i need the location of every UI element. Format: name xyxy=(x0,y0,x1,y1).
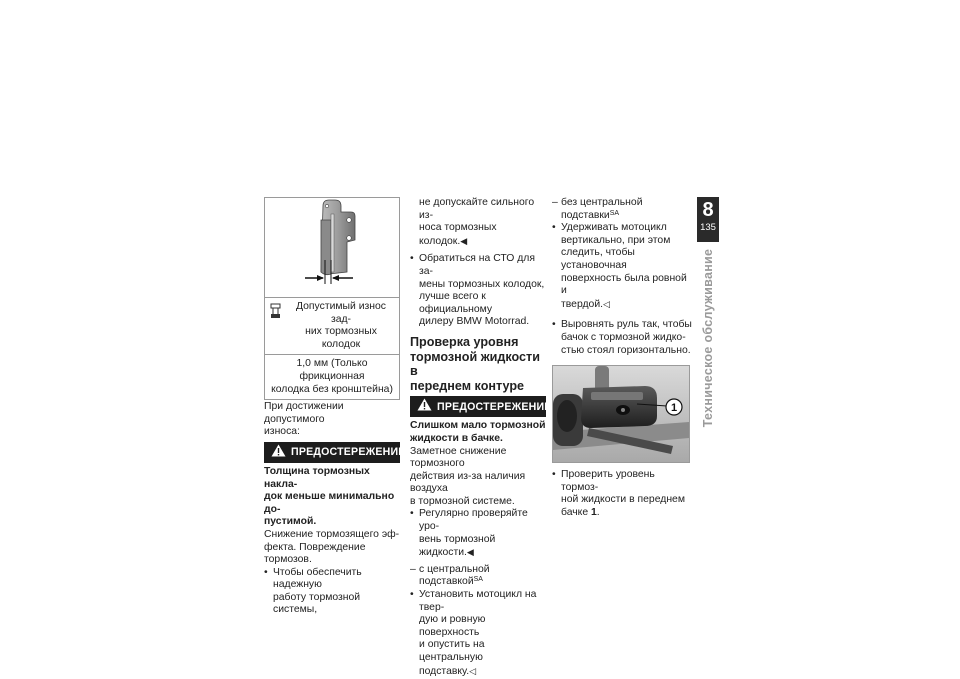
text-line: Удерживать мотоцикл xyxy=(561,222,667,234)
bullet-item xyxy=(410,589,546,678)
text-line: бачок с тормозной жидко- xyxy=(561,331,686,343)
spec-value-line: 1,0 мм (Только фрикционная xyxy=(296,358,368,382)
text-line: без центральной подставки xyxy=(561,197,643,221)
end-mark-outline-icon: ◁ xyxy=(469,665,477,676)
text-line: При достижении допустимого xyxy=(264,401,344,425)
text-line: твердой. xyxy=(561,298,604,310)
bullet-item xyxy=(410,508,546,559)
text-line: вень тормозной жидкости. xyxy=(419,533,496,559)
text-line: фекта. Повреждение тормозов. xyxy=(264,541,366,566)
heading-line: тормозной жидкости в xyxy=(410,349,540,379)
text-line: с центральной подставкой xyxy=(419,563,490,588)
bullet-mark: • xyxy=(410,508,414,520)
text-line: док меньше минимально до- xyxy=(264,491,395,515)
text-line: действия из-за наличия воздуха xyxy=(410,470,526,495)
wear-spec-table xyxy=(264,298,400,400)
warning-label: ПРЕДОСТЕРЕЖЕНИЕ xyxy=(437,400,552,413)
warning-banner xyxy=(410,396,552,417)
text-line: не допускайте сильного из- xyxy=(419,197,535,221)
spec-label-line: Допустимый износ зад- xyxy=(296,301,386,325)
warning-label: ПРЕДОСТЕРЕЖЕНИЕ xyxy=(291,446,406,459)
chapter-number: 8 xyxy=(702,199,714,221)
bullet-item xyxy=(410,253,546,329)
column-1 xyxy=(264,197,406,617)
text-line: поверхность была ровной и xyxy=(561,272,687,297)
dash-mark: – xyxy=(410,563,416,575)
brake-pad-wear-icon xyxy=(269,303,285,324)
spec-label-line: них тормозных колодок xyxy=(305,326,377,350)
end-mark-icon: ◀ xyxy=(466,547,474,558)
text-line: пустимой. xyxy=(264,516,317,528)
warning-icon xyxy=(417,398,432,416)
bullet-mark: • xyxy=(552,319,556,331)
warning-title xyxy=(264,466,400,529)
chapter-title-vertical xyxy=(694,248,722,428)
bullet-item xyxy=(264,567,400,617)
bullet-mark: • xyxy=(552,222,556,234)
text-line: лучше всего к официальному xyxy=(419,291,493,315)
warning-icon xyxy=(271,444,286,462)
section-heading xyxy=(410,335,546,393)
wear-paragraph xyxy=(264,401,400,439)
sa-badge: SA xyxy=(609,209,620,217)
text-line: носа тормозных колодок. xyxy=(419,222,497,247)
condition-line xyxy=(410,564,546,589)
text-line: Слишком мало тормозной xyxy=(410,420,546,432)
text-line: подставку. xyxy=(419,665,470,677)
bullet-item xyxy=(552,469,692,519)
text-line: Заметное снижение тормозного xyxy=(410,445,507,470)
column-3 xyxy=(552,197,692,520)
text-line: . xyxy=(596,506,600,518)
text-line: жидкости в бачке. xyxy=(410,432,503,444)
warning-text xyxy=(264,529,400,567)
text-line: дилеру BMW Motorrad. xyxy=(419,316,530,328)
reservoir-illustration xyxy=(553,366,689,462)
text-line: Установить мотоцикл на твер- xyxy=(419,589,537,613)
brake-pad-figure xyxy=(264,197,400,298)
spec-value-line: колодка без кронштейна) xyxy=(271,383,393,395)
text-line: Выровнять руль так, чтобы xyxy=(561,319,692,331)
chapter-title: Техническое обслуживание xyxy=(701,248,715,428)
end-mark-icon: ◀ xyxy=(460,235,468,246)
bullet-item xyxy=(552,319,692,357)
warning-banner xyxy=(264,442,406,463)
sa-badge: SA xyxy=(473,576,483,584)
text-line: Снижение тормозящего эф- xyxy=(264,528,400,540)
text-line: Чтобы обеспечить надежную xyxy=(273,566,362,591)
text-line: Регулярно проверяйте уро- xyxy=(419,508,528,533)
text-line: работу тормозной системы, xyxy=(273,591,361,616)
text-line: и опустить на центральную xyxy=(419,639,485,663)
text-line: Обратиться на СТО для за- xyxy=(419,253,535,277)
text-line: следить, чтобы установочная xyxy=(561,247,635,271)
text-line: бачке xyxy=(561,506,592,518)
dash-mark: – xyxy=(552,197,558,208)
callout-number: 1 xyxy=(670,402,678,415)
bullet-mark: • xyxy=(264,566,268,578)
text-line: Проверить уровень тормоз- xyxy=(561,469,655,493)
text-line: стью стоял горизонтально. xyxy=(561,344,691,356)
heading-line: Проверка уровня xyxy=(410,334,519,349)
heading-line: переднем контуре xyxy=(410,378,525,393)
bullet-mark: • xyxy=(552,469,556,481)
brake-reservoir-photo xyxy=(552,365,690,463)
warning-text xyxy=(410,446,546,509)
page-number: 135 xyxy=(700,222,716,233)
end-mark-outline-icon: ◁ xyxy=(603,298,610,309)
condition-line xyxy=(552,197,692,222)
bullet-mark: • xyxy=(410,589,414,601)
chapter-tab xyxy=(697,197,719,242)
bullet-item xyxy=(552,222,692,311)
brake-pad-illustration xyxy=(265,198,400,297)
bullet-continuation xyxy=(410,197,546,248)
text-line: вертикально, при этом xyxy=(561,234,671,246)
text-line: ной жидкости в переднем xyxy=(561,494,685,506)
bullet-mark: • xyxy=(410,253,414,265)
text-line: мены тормозных колодок, xyxy=(419,278,545,290)
callout-reference: 1 xyxy=(591,506,597,518)
text-line: дую и ровную поверхность xyxy=(419,614,486,638)
warning-title xyxy=(410,420,546,445)
text-line: в тормозной системе. xyxy=(410,495,515,507)
column-2 xyxy=(410,197,552,678)
text-line: Толщина тормозных накла- xyxy=(264,465,370,490)
text-line: износа: xyxy=(264,426,300,438)
